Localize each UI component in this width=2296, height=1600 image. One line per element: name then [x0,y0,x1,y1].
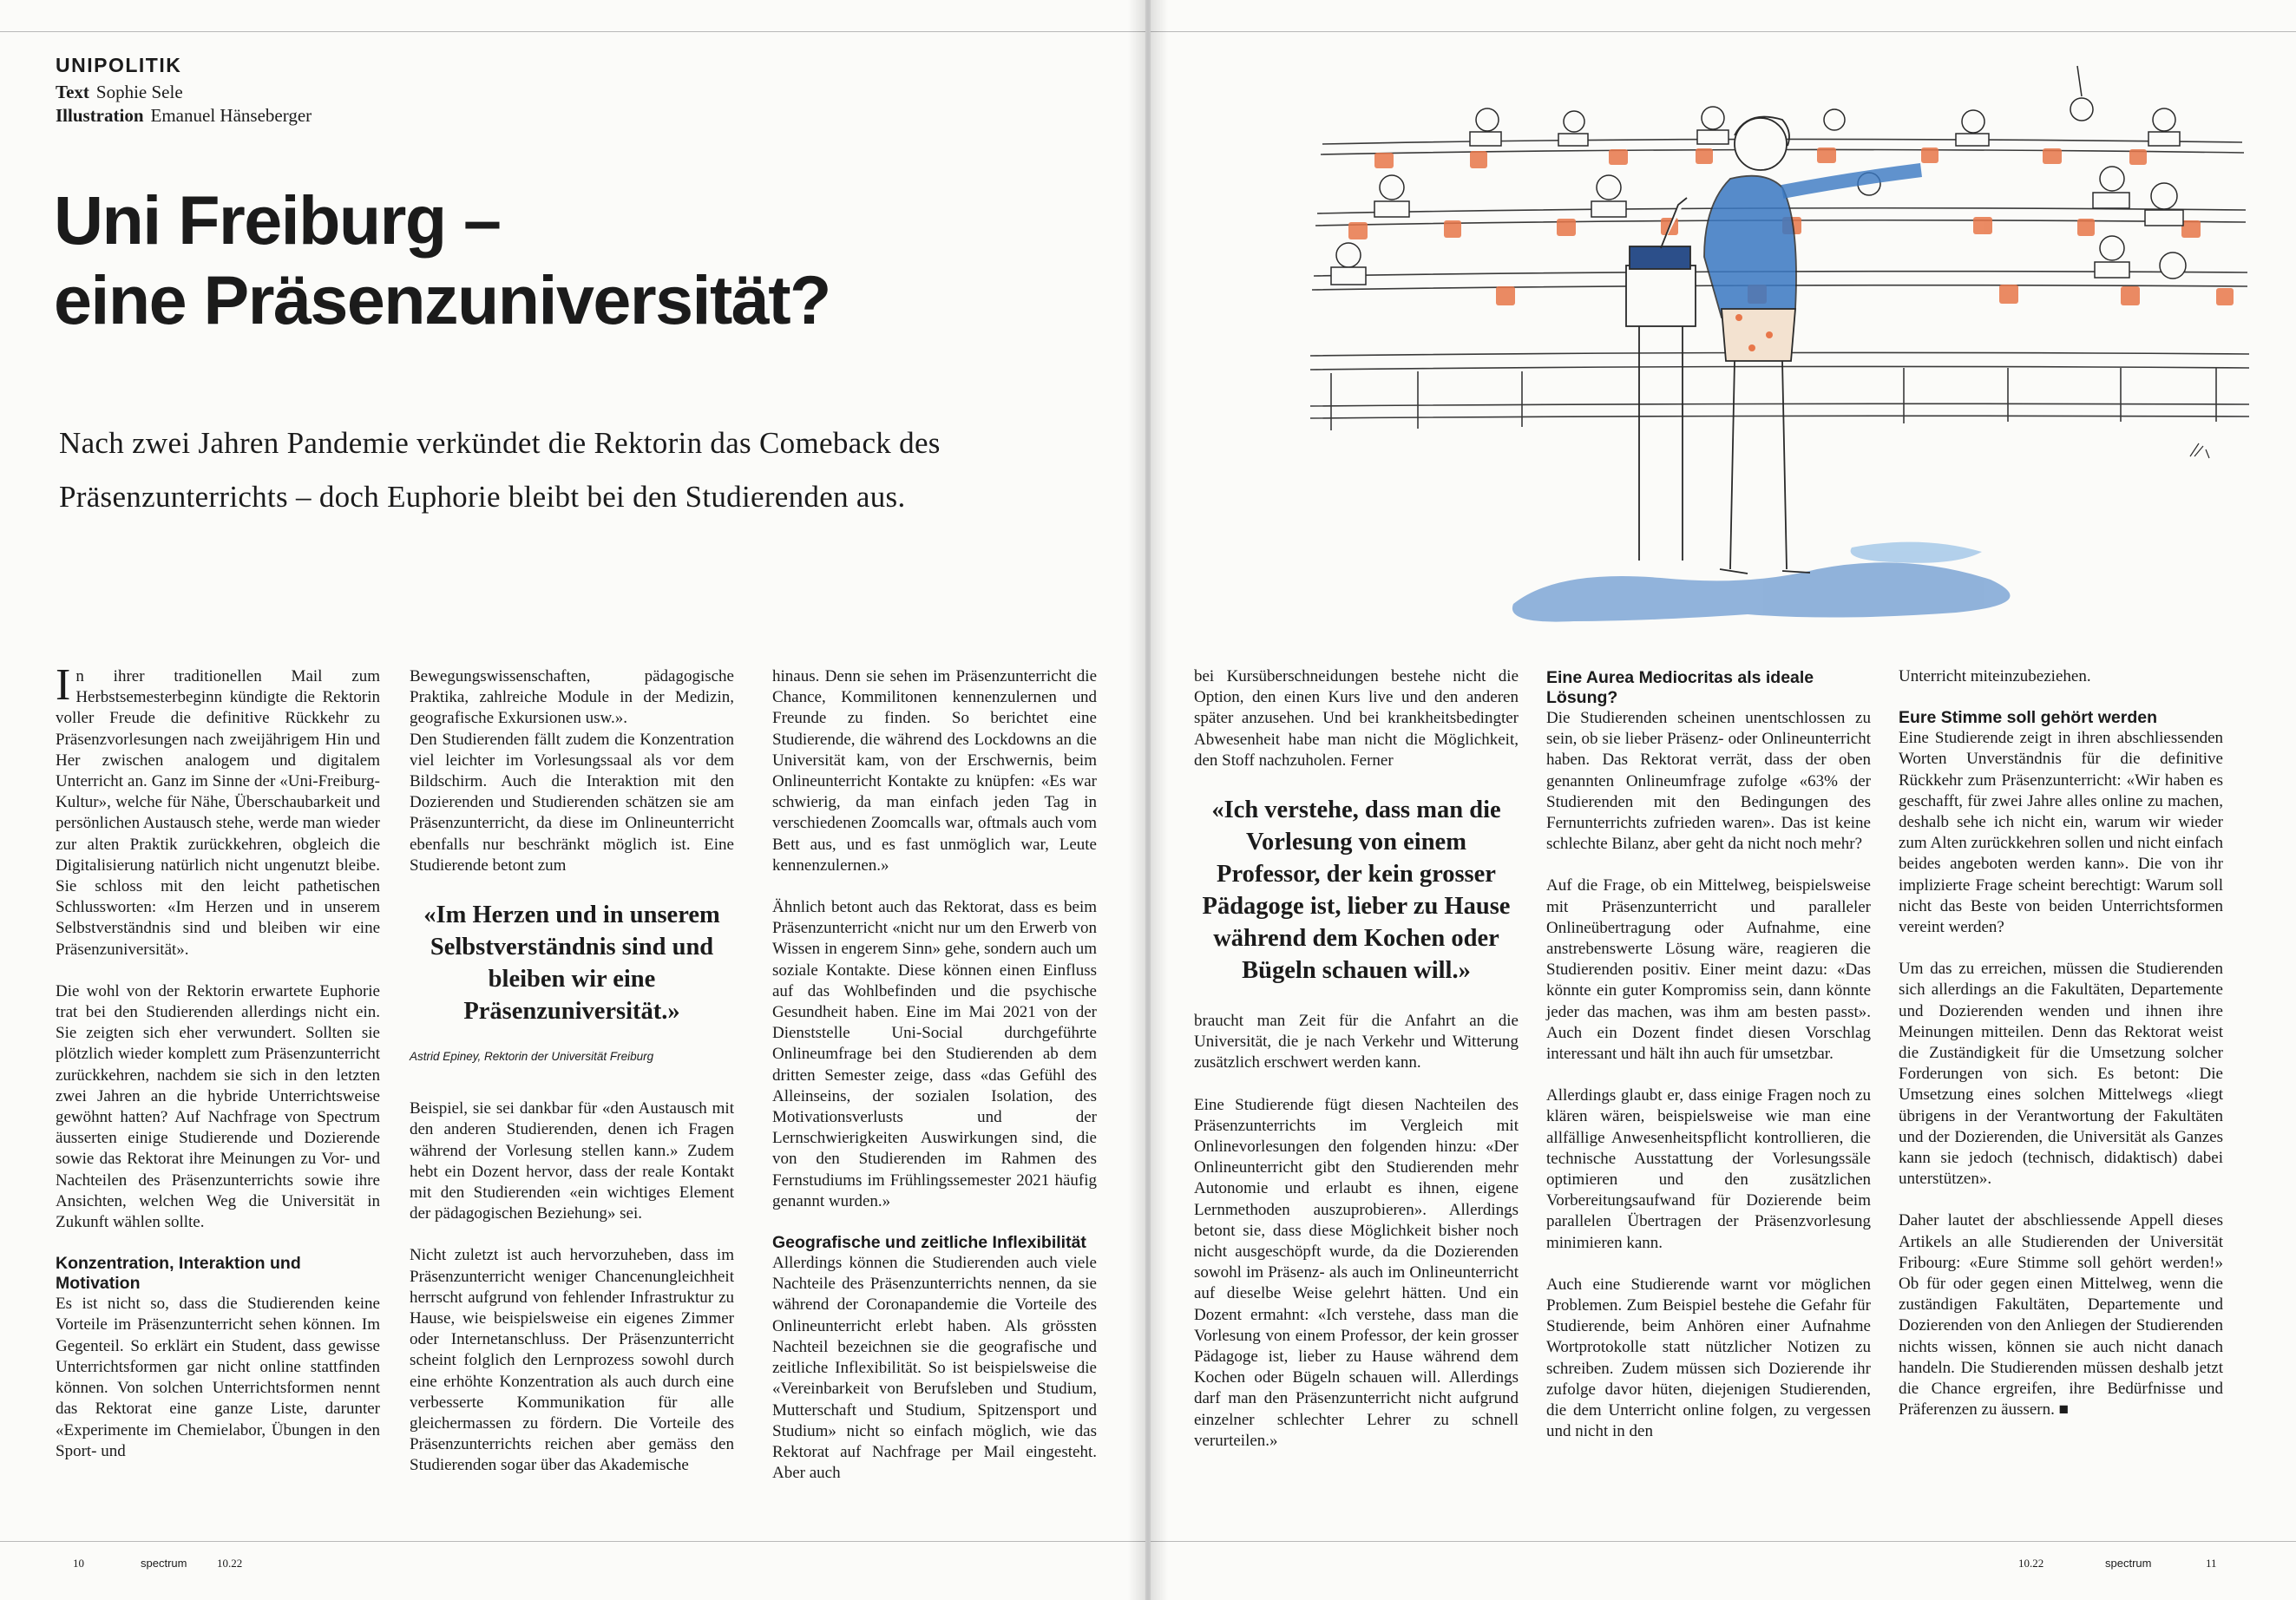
drop-cap: I [56,660,71,710]
subheading: Geografische und zeitliche Inflexibilität [772,1233,1086,1253]
paragraph: Beispiel, sie sei dankbar für «den Austausch mit den anderen Studierenden, denen ich Fragen während der Vorlesung stellen kann.» Zudem hebt ein Dozent hervor, dass der reale Kontakt mit den Studierenden «ein wichtiges Element der pädagogischen Beziehung» sei. [410,1099,734,1223]
magazine-name: spectrum [141,1557,187,1570]
paragraph: In ihrer traditionellen Mail zum Herbstsemesterbeginn kündigte die Rektorin voller Freude die definitive Rückkehr zu Präsenzvorlesungen nach zweijährigem Hin und Her zwischen analogem und digitalem Unterricht an. Ganz im Sinne der «Uni-Freiburg-Kultur», welche für Nähe, Überschaubarkeit und persönlichen Austausch stehe, werde man wieder zur alten Praktik zurückkehren, obgleich die Digitalisierung natürlich nicht ungenutzt bleibe. Sie schloss mit den leicht pathetischen Schlussworten: «Im Herzen und in unserem Selbstverständnis sind und bleiben wir eine Präsenzuniversität». [56,660,380,959]
right-page [1151,0,2296,1600]
lead-line-2: Präsenzunterrichts – doch Euphorie bleibt bei den Studierenden aus. [59,480,906,514]
paragraph: Die wohl von der Rektorin erwartete Euphorie trat bei den Studierenden allerdings nicht ein. Sie zeigten sich eher verwundert. Sollten sie plötzlich wieder komplett zum Präsenzunterricht zurückkehren, nachdem sie sich in den letzten zwei Jahren an die hybride Unterrichtsweise gewöhnt hatten? Auf Nachfrage von Spectrum äusserten einige Studierende und Dozierende sowie das Rektorat ihre Meinungen zu Vor- und Nachteilen des Präsenzunterrichts sowie ihre Ansichten, welchen Weg die Universität in Zukunft wählen sollte. [56,981,380,1232]
column-6 [1899,666,2223,1421]
paragraph: Unterricht miteinzubeziehen. [1899,667,2091,685]
paragraph: Auch eine Studierende warnt vor möglichen Problemen. Zum Beispiel bestehe die Gefahr für Studierende, beim Anhören einer Aufnahme Wortprotokolle statt nützlicher Notizen zu schreiben. Zudem müssen sich Dozierende ihr zufolge davor hüten, diejenigen Studierenden, die dem Unterricht online folgen, zu vergessen und nicht in den [1546,1275,1871,1441]
column-2 [410,666,734,1477]
paragraph: Ähnlich betont auch das Rektorat, dass es beim Präsenzunterricht «nicht nur um den Erwerb von Wissen in engerem Sinn» gehe, sondern auch um soziale Kontakte. Diese können einen Einfluss auf das Wohlbefinden und die psychische Gesundheit haben. Eine im Mai 2021 von der Dienststelle Uni-Social durchgeführte Onlineumfrage bei den Studierenden ab dem dritten Semester zeige, dass «das Gefühl des Alleinseins, der sozialen Isolation, des Motivationsverlusts und der Lernschwierigkeiten Auswirkungen sind, die von den Studierenden im Rahmen des Fernstudiums im Frühlingssemester 2021 häufig genannt wurden.» [772,898,1097,1210]
magazine-name: spectrum [2105,1557,2152,1570]
column-4 [1194,666,1519,1452]
lectern [1626,198,1696,561]
left-page [0,0,1145,1600]
paragraph: bei Kursüberschneidungen bestehe nicht die Option, den einen Kurs live und den anderen später anzusehen. Und bei krankheitsbedingter Abwesenheit habe man nicht die Möglichkeit, den Stoff nachzuholen. Ferner [1194,667,1519,770]
lead-paragraph [59,416,1118,524]
section-kicker: UNIPOLITIK [56,54,182,76]
bottom-rule [0,1541,1145,1542]
text-credit: Text Sophie Sele [56,82,183,102]
headline [54,180,1095,340]
paragraph: Allerdings glaubt er, dass einige Fragen noch zu klären wären, beispielsweise wie man eine allfällige Anwesenheitspflicht kontrollieren, die technische Ausstattung der Vorlesungssäle optimieren und den zusätzlichen Vorbereitungsaufwand für Dozierende beim parallelen Übertragen der Präsenzvorlesung minimieren kann. [1546,1086,1871,1252]
lead-line-1: Nach zwei Jahren Pandemie verkündet die Rektorin das Comeback des [59,426,941,460]
paragraph: Den Studierenden fällt zudem die Konzentration viel leichter im Vorlesungssaal als vor dem Bildschirm. Auch die Interaktion mit den Dozierenden und Studierenden schätzen sie am Präsenzunterricht, da diese im Onlineunterricht ebenfalls nur beschränkt möglich ist. Eine Studierende betont zum [410,730,734,875]
bottom-rule [1151,1541,2296,1542]
headline-line-1: Uni Freiburg – [54,181,501,259]
paragraph: Es ist nicht so, dass die Studierenden keine Vorteile im Präsenzunterricht sehen können. Im Gegenteil. So erklärt ein Student, dass gewisse Unterrichtsformen gar nicht online stattfinden können. Von solchen Unterrichtsformen nennt das Rektorat eine ganze Liste, darunter «Experimente im Chemielabor, Übungen in den Sport- und [56,1295,380,1460]
top-rule [0,31,1145,32]
paragraph: Auf die Frage, ob ein Mittelweg, beispielsweise mit Präsenzunterricht und paralleler Onlineübertragung oder Aufnahme, eine anstrebenswerte Lösung wäre, reagieren die Studierenden positiv. Einer meint dazu: «Das könnte ein guter Kompromiss sein, dann könnte jeder das machen, was ihm am besten passt». Auch ein Dozent findet diesen Vorschlag interessant und hält ihn auch für umsetzbar. [1546,876,1871,1064]
water-puddle [1512,542,2011,622]
issue-number: 10.22 [217,1557,243,1570]
top-rule [1151,31,2296,32]
professor [1704,117,1921,574]
paragraph: Daher lautet der abschliessende Appell dieses Artikels an alle Studierenden der Universität Fribourg: «Eure Stimme soll gehört werden!» Ob für oder gegen einen Mittelweg, wenn die zuständigen Fakultäten, Departemente und Dozierenden von den Anliegen der Studierenden nichts wissen, können sie auch nicht danach handeln. Die Studierenden müssen deshalb jetzt die Chance ergreifen, ihre Bedürfnisse und Präferenzen zu äussern. ■ [1899,1211,2223,1420]
subheading: Eine Aurea Mediocritas als ideale Lösung? [1546,668,1814,707]
issue-number: 10.22 [2018,1557,2044,1570]
paragraph: Die Studierenden scheinen unentschlossen zu sein, ob sie lieber Präsenz- oder Onlineunterricht haben. Das Rektorat verrät, dass der oben genannten Onlineumfrage zufolge «63% der Studierenden mit den Bedingungen des Fernunterrichts zufrieden waren». Das ist keine schlechte Bilanz, aber geht da nicht noch mehr? [1546,709,1871,854]
page-number: 10 [73,1557,84,1570]
paragraph: hinaus. Denn sie sehen im Präsenzunterricht die Chance, Kommilitonen kennenzulernen und Freunde zu finden. So berichtet eine Studierende, die während des Lockdowns an die Universität kam, von der Erschwernis, beim Onlineunterricht Kontakte zu knüpfen: «Es war schwierig, da man einfach jeden Tag in verschiedenen Zoomcalls war, oftmals auch vom Bett aus, und es fast unmöglich war, Leute kennenzulernen.» [772,667,1097,875]
column-3 [772,666,1097,1484]
subheading: Konzentration, Interaktion und Motivation [56,1254,301,1294]
headline-line-2: eine Präsenzuniversität? [54,261,830,338]
paragraph: Eine Studierende fügt diesen Nachteilen des Präsenzunterrichts im Vergleich mit Onlinevorlesungen den folgenden hinzu: «Der Onlineunterricht gibt den Studierenden mehr Autonomie und erlaubt es ihnen, eigene Lernmethoden auszuprobieren». Allerdings betont sie, dass diese Möglichkeit bisher noch nicht ausgeschöpft wurde, da die Dozierenden sowohl im Präsenz- als auch im Onlineunterricht auf dieselbe Weise gelehrt hätten. Und ein Dozent ermahnt: «Ich verstehe, dass man die Vorlesung von einem Professor, der kein grosser Pädagoge ist, lieber zu Hause während dem Kochen oder Bügeln schauen will. Allerdings darf man den Präsenzunterricht nicht aufgrund einzelner schlechter Lehrer zu schnell verurteilen.» [1194,1095,1519,1450]
paragraph: Eine Studierende zeigt in ihren abschliessenden Worten Unverständnis für die definitive Rückkehr zum Präsenzunterricht: «Wir haben es geschafft, für zwei Jahre alles online zu machen, deshalb sehe ich nicht ein, warum wir wieder zum Alten zurückkehren sollen und nicht einfach beides angeboten werden kann». Die von ihr implizierte Frage scheint berechtigt: Warum soll nicht das Beste von beiden Unterrichtsformen vereint werden? [1899,729,2223,937]
paragraph: Um das zu erreichen, müssen die Studierenden sich allerdings an die Fakultäten, Departemente und Dozierenden wenden und ihnen ihre Meinungen mitteilen. Denn das Rektorat weist die Zuständigkeit für die Umsetzung solcher Forderungen von sich. Es betont: Die Umsetzung eines solchen Mittelwegs «liegt übrigens in der Verantwortung der Fakultäten und der Dozierenden, die Universität als Ganzes kann sie jedoch (technisch, didaktisch) dabei unterstützen». [1899,960,2223,1189]
pull-quote-source: Astrid Epiney, Rektorin der Universität Freiburg [410,1050,654,1064]
column-5 [1546,666,1871,1443]
pull-quote: «Ich verstehe, dass man die Vorlesung von einem Professor, der kein grosser Pädagoge ist, lieber zu Hause während dem Kochen oder Bügeln schauen will.» [1202,797,1511,985]
subheading: Eure Stimme soll gehört werden [1899,708,2157,728]
illustration-credit: Illustration Emanuel Hänseberger [56,105,312,126]
page-number: 11 [2206,1557,2217,1570]
paragraph: Bewegungswissenschaften, pädagogische Praktika, zahlreiche Module in der Medizin, geografische Exkursionen usw.». [410,667,734,728]
lecture-hall-illustration [1296,49,2251,647]
column-1 [56,660,380,1462]
paragraph: Nicht zuletzt ist auch hervorzuheben, dass im Präsenzunterricht weniger Chancenungleichheit herrscht aufgrund von fehlender Infrastruktur zu Hause, wie beispielsweise ein eigenes Zimmer oder Internetanschluss. Der Präsenzunterricht scheint folglich den Lernprozess sowohl durch eine erhöhte Konzentration als auch durch eine verbesserte Kommunikation für alle gleichermassen zu fördern. Die Vorteile des Präsenzunterrichts reichen aber gemäss den Studierenden sogar über das Akademische [410,1246,734,1475]
paragraph: braucht man Zeit für die Anfahrt an die Universität, die je nach Verkehr und Witterung zusätzlich erschwert werden kann. [1194,1012,1519,1072]
paragraph: Allerdings können die Studierenden auch viele Nachteile des Präsenzunterrichts nennen, da sie während der Coronapandemie die Vorteile des Onlineunterricht erlebt haben. Als grössten Nachteil bezeichnen sie die geografische und zeitliche Inflexibilität. So ist beispielsweise die «Vereinbarkeit von Berufsleben und Studium, Mutterschaft und Studium, Spitzensport und Studium» nicht so einfach möglich, wie das Rektorat auf Nachfrage per Mail eingesteht. Aber auch [772,1254,1097,1483]
artist-signature [2190,443,2209,458]
pull-quote: «Im Herzen und in unserem Selbstverständnis sind und bleiben wir eine Präsenzuniversität.» [423,902,720,1026]
